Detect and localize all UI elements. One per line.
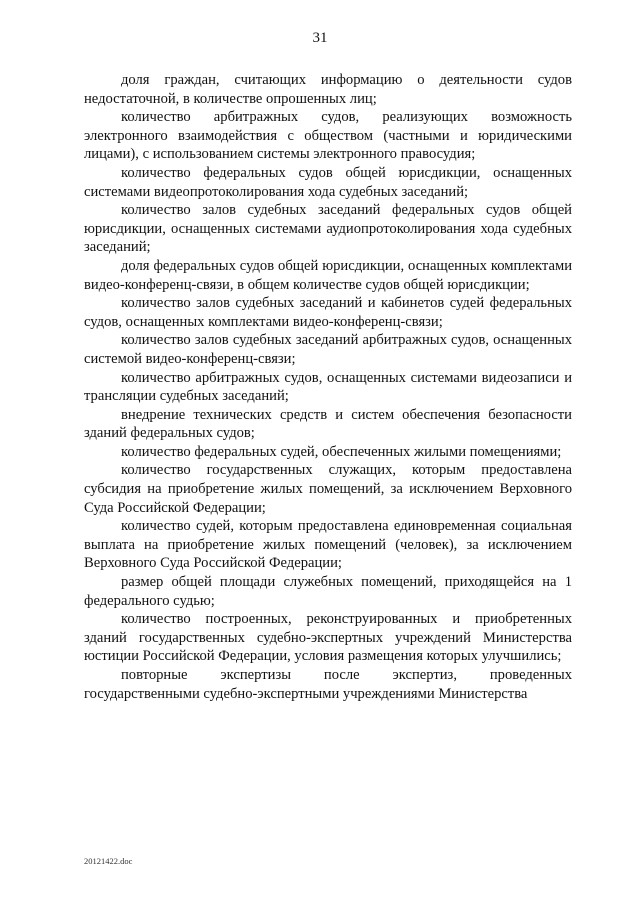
paragraph: количество арбитражных судов, реализующих возможность электронного взаимодействия с обществом (частными и юридическими лицами), с использованием системы электронного правосудия;	[84, 109, 572, 163]
paragraph: количество судей, которым предоставлена единовременная социальная выплата на приобретение жилых помещений (человек), за исключением Верховного Суда Российской Федерации;	[84, 518, 572, 572]
paragraph: количество залов судебных заседаний и кабинетов судей федеральных судов, оснащенных комплектами видео-конференц-связи;	[84, 295, 572, 330]
paragraph: количество залов судебных заседаний федеральных судов общей юрисдикции, оснащенных системами аудиопротоколирования хода судебных заседаний;	[84, 202, 572, 256]
paragraph: размер общей площади служебных помещений, приходящейся на 1 федерального судью;	[84, 574, 572, 609]
paragraph: количество построенных, реконструированных и приобретенных зданий государственных судебно-экспертных учреждений Министерства юстиции Российской Федерации, условия размещения которых улучшились;	[84, 611, 572, 665]
paragraph: повторные экспертизы после экспертиз, проведенных государственными судебно-экспертными учреждениями Министерства	[84, 667, 572, 702]
paragraph: количество государственных служащих, которым предоставлена субсидия на приобретение жилых помещений, за исключением Верховного Суда Российской Федерации;	[84, 462, 572, 516]
document-body	[84, 71, 572, 703]
paragraph: доля граждан, считающих информацию о деятельности судов недостаточной, в количестве опрошенных лиц;	[84, 72, 572, 107]
paragraph: количество федеральных судов общей юрисдикции, оснащенных системами видеопротоколирования хода судебных заседаний;	[84, 164, 572, 200]
page-number: 31	[312, 30, 328, 46]
paragraph: внедрение технических средств и систем обеспечения безопасности зданий федеральных судов;	[84, 406, 572, 442]
paragraph: доля федеральных судов общей юрисдикции, оснащенных комплектами видео-конференц-связи, в общем количестве судов общей юрисдикции;	[84, 257, 572, 293]
paragraph: количество залов судебных заседаний арбитражных судов, оснащенных системой видео-конференц-связи;	[84, 332, 572, 367]
paragraph: количество федеральных судей, обеспеченных жилыми помещениями;	[121, 443, 562, 460]
footer-filename: 20121422.doc	[84, 856, 133, 866]
paragraph: количество арбитражных судов, оснащенных системами видеозаписи и трансляции судебных заседаний;	[84, 369, 572, 405]
